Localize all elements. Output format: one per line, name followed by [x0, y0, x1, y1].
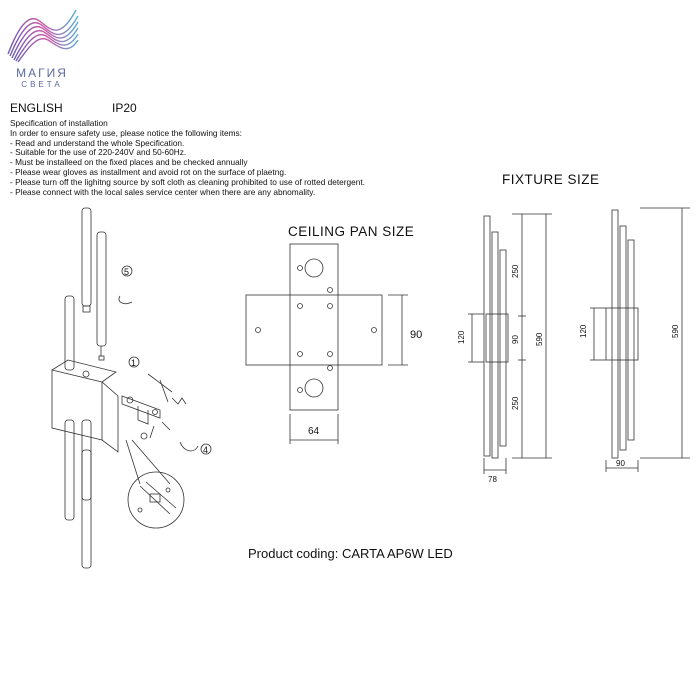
spec-item: - Please wear gloves as installment and avoid rot on the surface of plaetng.	[10, 166, 287, 177]
fixture-dim-250-top: 250	[511, 264, 520, 278]
ceiling-pan-title: CEILING PAN SIZE	[288, 224, 415, 239]
spec-item: - Must be installeed on the fixed places and be checked annually	[10, 157, 248, 168]
spec-item: - Please connect with the local sales service center when there are any abnomality.	[10, 186, 316, 197]
fixture-dim-250-bottom: 250	[511, 396, 520, 410]
brand-name: МАГИЯ	[16, 66, 68, 80]
fixture-dim-90: 90	[511, 335, 520, 344]
product-coding: Product coding: CARTA AP6W LED	[248, 546, 453, 561]
step-1-label: 1	[131, 358, 137, 368]
fixture-size-title: FIXTURE SIZE	[502, 172, 600, 187]
language-label: ENGLISH	[10, 101, 63, 115]
spec-item: - Please turn off the lighitng source by soft cloth as cleaning prohibited to use of rotted detergent.	[10, 176, 365, 187]
fixture-dim-590: 590	[535, 332, 544, 346]
side-dim-120: 120	[579, 324, 588, 338]
installation-diagram	[52, 208, 211, 568]
pan-dim-64: 64	[308, 426, 320, 437]
fixture-side-diagram	[590, 208, 690, 472]
ceiling-pan-diagram	[246, 244, 408, 444]
spec-title: Specification of installation	[10, 118, 108, 128]
side-dim-90: 90	[616, 459, 625, 468]
brand-tagline: СВЕТА	[21, 80, 63, 89]
fixture-dim-120: 120	[457, 330, 466, 344]
spec-item: - Read and understand the whole Specification.	[10, 137, 185, 148]
pan-dim-90: 90	[410, 329, 423, 341]
fixture-dim-78: 78	[488, 475, 497, 484]
step-4-label: 4	[203, 445, 209, 455]
step-5-label: 5	[124, 267, 130, 277]
spec-intro: In order to ensure safety use, please notice the following items:	[10, 127, 242, 138]
spec-item: - Suitable for the use of 220-240V and 50-60Hz.	[10, 147, 187, 158]
ip-rating: IP20	[112, 101, 137, 115]
side-dim-590: 590	[671, 324, 680, 338]
